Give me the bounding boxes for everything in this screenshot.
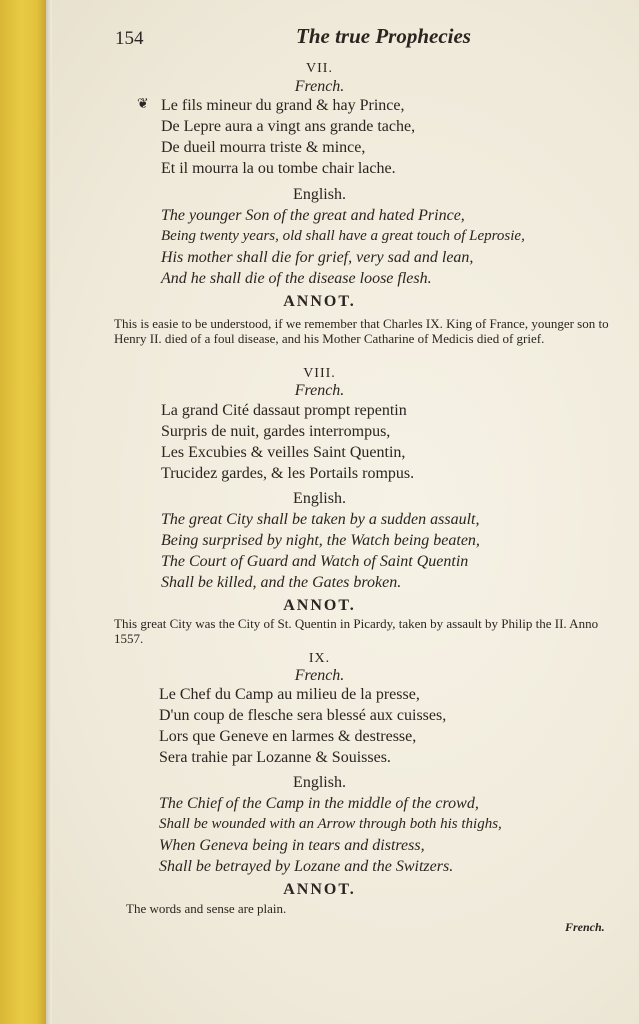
french-line: De dueil mourra triste & mince,	[161, 139, 366, 156]
french-line: Le fils mineur du grand & hay Prince,	[161, 97, 405, 114]
english-line: The younger Son of the great and hated Prince,	[161, 207, 465, 224]
french-line: Sera trahie par Lozanne & Souisses.	[159, 749, 391, 766]
margin-mark: ❦	[137, 97, 149, 112]
french-line: Trucidez gardes, & les Portails rompus.	[161, 465, 415, 482]
french-label: French.	[294, 667, 345, 684]
english-line: Being surprised by night, the Watch being beaten,	[161, 532, 480, 549]
english-line: The Court of Guard and Watch of Saint Quentin	[161, 553, 469, 570]
french-line: Les Excubies & veilles Saint Quentin,	[161, 444, 406, 461]
french-line: De Lepre aura a vingt ans grande tache,	[161, 118, 416, 135]
english-line: Shall be killed, and the Gates broken.	[161, 574, 402, 591]
annotation-text: The words and sense are plain.	[126, 901, 287, 916]
section-numeral: IX.	[308, 651, 331, 666]
running-title: The true Prophecies	[296, 24, 471, 48]
english-line: When Geneva being in tears and distress,	[159, 837, 425, 854]
section-numeral: VIII.	[303, 366, 336, 381]
catchword: French.	[565, 920, 605, 934]
english-line: And he shall die of the disease loose flesh.	[161, 270, 432, 287]
annot-heading: ANNOT.	[283, 293, 356, 310]
french-line: Surpris de nuit, gardes interrompus,	[161, 423, 391, 440]
english-label: English.	[293, 774, 346, 791]
annot-heading: ANNOT.	[283, 881, 356, 898]
english-line: Being twenty years, old shall have a great touch of Leprosie,	[161, 228, 525, 244]
section-numeral: VII.	[306, 61, 333, 76]
french-label: French.	[294, 78, 345, 95]
annotation-text: This great City was the City of St. Quentin in Picardy, taken by assault by Philip the II. Anno 1557.	[114, 616, 599, 646]
english-line: The great City shall be taken by a sudden assault,	[161, 511, 480, 528]
english-line: The Chief of the Camp in the middle of the crowd,	[159, 795, 479, 812]
page-number: 154	[115, 28, 144, 49]
french-label: French.	[294, 382, 345, 399]
english-label: English.	[293, 490, 346, 507]
french-line: D'un coup de flesche sera blessé aux cuisses,	[159, 707, 447, 724]
french-line: Lors que Geneve en larmes & destresse,	[159, 728, 417, 745]
english-line: His mother shall die for grief, very sad and lean,	[161, 249, 474, 266]
french-line: Et il mourra la ou tombe chair lache.	[161, 160, 396, 177]
french-line: La grand Cité dassaut prompt repentin	[161, 402, 407, 419]
english-line: Shall be wounded with an Arrow through both his thighs,	[159, 816, 502, 832]
french-line: Le Chef du Camp au milieu de la presse,	[159, 686, 420, 703]
annot-heading: ANNOT.	[283, 597, 356, 614]
english-line: Shall be betrayed by Lozane and the Switzers.	[159, 858, 454, 875]
annotation-text: This is easie to be understood, if we remember that Charles IX. King of France, younger son to Henry II. died of a foul disease, and his Mother Catharine of Medicis died of grief.	[114, 316, 609, 346]
gilt-page-edge	[0, 0, 46, 1024]
english-label: English.	[293, 186, 346, 203]
